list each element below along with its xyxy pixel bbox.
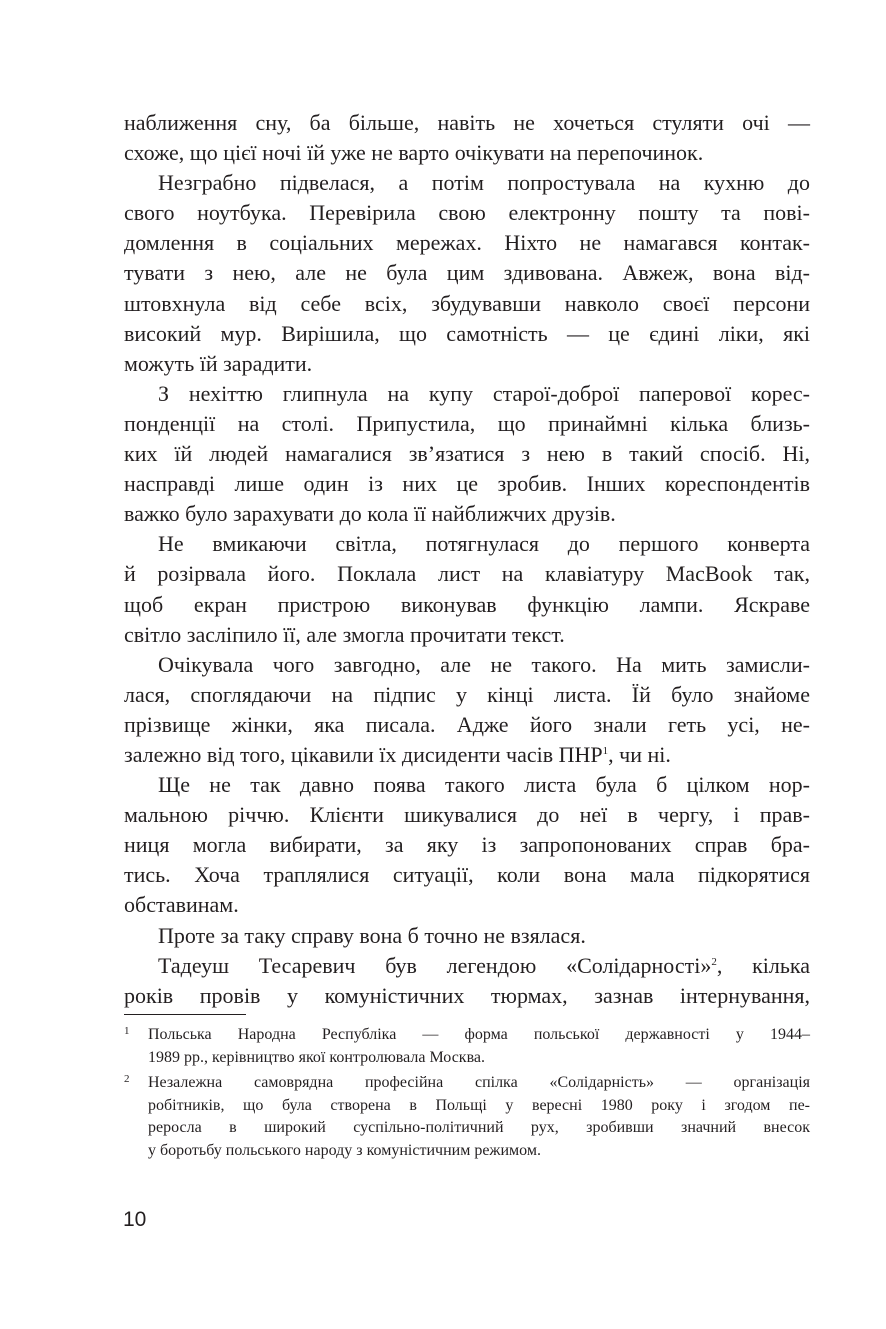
paragraph bbox=[124, 951, 810, 1011]
footnote-number: 1 bbox=[124, 1025, 130, 1037]
footnote-number: 2 bbox=[124, 1073, 130, 1086]
text-line bbox=[124, 951, 810, 981]
text-line: схоже, що цієї ночі їй уже не варто очікувати на перепочинок. bbox=[124, 140, 704, 166]
footnote-line: реросла в широкий суспільно-політичний рух, зробивши значний внесок bbox=[148, 1119, 810, 1137]
paragraph bbox=[124, 108, 810, 168]
footnote-rule bbox=[124, 1014, 246, 1015]
footnote-line: у боротьбу польського народу з комуністичним режимом. bbox=[148, 1141, 541, 1159]
text-line: насправді лише один із них це зробив. Інших кореспондентів bbox=[124, 471, 810, 497]
footnote-line: Польська Народна Республіка — форма польської державності у 1944– bbox=[148, 1026, 810, 1043]
text-line: й розірвала його. Поклала лист на клавіатуру MacBook так, bbox=[124, 561, 810, 587]
paragraph bbox=[124, 650, 810, 770]
text-line: Ще не так давно поява такого листа була б цілком нор- bbox=[158, 772, 810, 798]
text-line: мальною річчю. Клієнти шикувалися до неї в чергу, і прав- bbox=[124, 802, 810, 828]
footnote-line: робітників, що була створена в Польщі у вересні 1980 року і згодом пе- bbox=[148, 1096, 810, 1114]
footnote-line: 1989 рр., керівництво якої контролювала Москва. bbox=[148, 1048, 486, 1066]
text-line: прізвище жінки, яка писала. Адже його знали геть усі, не- bbox=[124, 711, 810, 737]
text-line: наближення сну, ба більше, навіть не хочеться стуляти очі — bbox=[124, 110, 810, 135]
text-line: свого ноутбука. Перевірила свою електронну пошту та пові- bbox=[124, 200, 810, 226]
text-fragment: , кілька bbox=[716, 952, 811, 978]
footnote-mark: 1 bbox=[602, 744, 609, 757]
footnote-line: Незалежна самоврядна професійна спілка «Солідарність» — організація bbox=[148, 1074, 810, 1092]
text-line: Проте за таку справу вона б точно не взялася. bbox=[158, 922, 586, 948]
text-line: Не вмикаючи світла, потягнулася до першого конверта bbox=[158, 531, 810, 557]
text-line: Незграбно підвелася, а потім попростувала на кухню до bbox=[158, 170, 810, 196]
footnote bbox=[124, 1072, 810, 1162]
text-line: можуть їй зарадити. bbox=[124, 350, 313, 376]
text-line: понденції на столі. Припустила, що принаймні кілька близь- bbox=[124, 410, 810, 436]
body-text bbox=[124, 108, 810, 1011]
text-line: світло засліпило її, але змогла прочитати текст. bbox=[124, 621, 565, 647]
text-line: років провів у комуністичних тюрмах, зазнав інтернування, bbox=[124, 982, 810, 1008]
text-line: ких їй людей намагалися зв’язатися з нею в такий спосіб. Ні, bbox=[124, 441, 810, 467]
text-line: щоб екран пристрою виконував функцію лампи. Яскраве bbox=[124, 591, 810, 617]
text-fragment: Тадеуш Тесаревич був легендою «Солідарності» bbox=[158, 952, 712, 978]
text-line: ниця могла вибирати, за яку із запропонованих справ бра- bbox=[124, 832, 810, 858]
text-line: штовхнула від себе всіх, збудувавши навколо своєї персони bbox=[124, 290, 810, 316]
page-number: 10 bbox=[123, 1208, 147, 1231]
text-line: Очікувала чого завгодно, але не такого. На мить замисли- bbox=[158, 651, 810, 677]
paragraph bbox=[124, 379, 810, 529]
text-line: лася, споглядаючи на підпис у кінці листа. Їй було знайоме bbox=[124, 681, 810, 707]
text-line: важко було зарахувати до кола її найближчих друзів. bbox=[124, 501, 616, 527]
text-fragment: залежно від того, цікавили їх дисиденти часів ПНР bbox=[124, 741, 603, 767]
text-line: обставинам. bbox=[124, 892, 239, 918]
paragraph bbox=[124, 168, 810, 379]
paragraph bbox=[124, 921, 810, 951]
text-line: З нехіттю глипнула на купу старої-доброї паперової корес- bbox=[158, 380, 810, 406]
text-line: високий мур. Вирішила, що самотність — це єдині ліки, які bbox=[124, 320, 810, 346]
text-line: тувати з нею, але не була цим здивована. Авжеж, вона від- bbox=[124, 260, 810, 286]
paragraph bbox=[124, 529, 810, 649]
paragraph bbox=[124, 770, 810, 920]
text-line bbox=[124, 740, 810, 770]
text-line: тись. Хоча траплялися ситуації, коли вона мала підкорятися bbox=[124, 862, 810, 888]
footnote bbox=[124, 1024, 810, 1069]
footnotes bbox=[124, 1024, 810, 1166]
text-line: домлення в соціальних мережах. Ніхто не намагався контак- bbox=[124, 230, 810, 256]
text-fragment: , чи ні. bbox=[608, 741, 671, 767]
footnote-mark: 2 bbox=[711, 955, 717, 968]
